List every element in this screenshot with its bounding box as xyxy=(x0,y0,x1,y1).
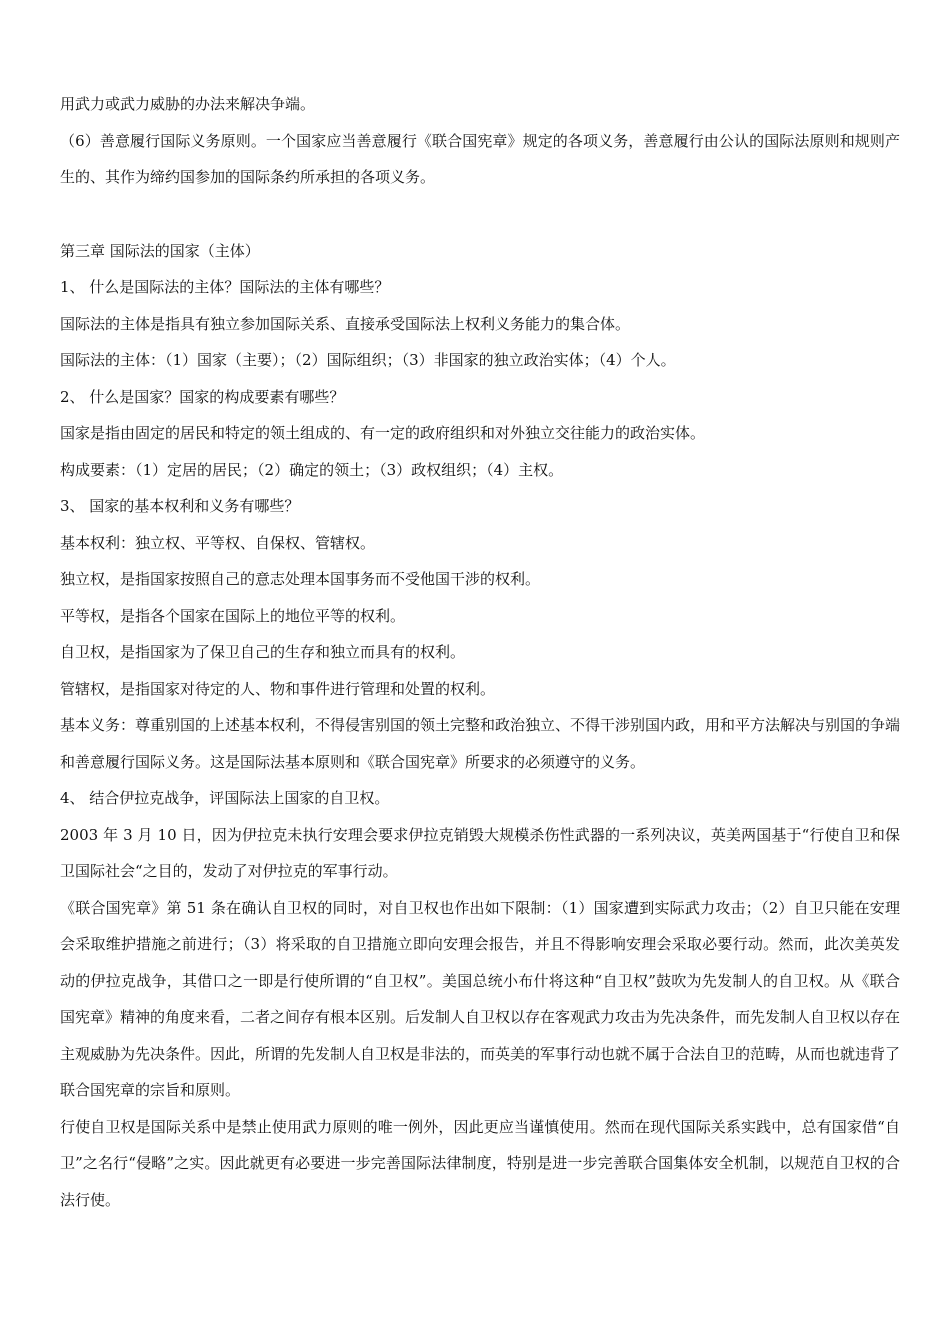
question-2: 2、 什么是国家？国家的构成要素有哪些？ xyxy=(60,387,345,406)
answer-3-jurisdiction: 管辖权，是指国家对待定的人、物和事件进行管理和处置的权利。 xyxy=(60,679,496,698)
answer-3-equality: 平等权，是指各个国家在国际上的地位平等的权利。 xyxy=(60,606,406,625)
answer-4-conclusion: 行使自卫权是国际关系中是禁止使用武力原则的唯一例外，因此更应当谨慎使用。然而在现代国际关系实践中，总有国家借“自卫”之名行“侵略”之实。因此就更有必要进一步完善国际法律制度，特别是进一步完善联合国集体安全机制，以规范自卫权的合法行使。 xyxy=(60,1117,900,1209)
answer-3-self-defense: 自卫权，是指国家为了保卫自己的生存和独立而具有的权利。 xyxy=(60,643,466,661)
question-1: 1、 什么是国际法的主体？国际法的主体有哪些？ xyxy=(60,278,390,296)
answer-3-independence: 独立权，是指国家按照自己的意志处理本国事务而不受他国干涉的权利。 xyxy=(60,570,541,588)
answer-3-basic-duties: 基本义务：尊重别国的上述基本权利，不得侵害别国的领土完整和政治独立、不得干涉别国内政，用和平方法解决与别国的争端和善意履行国际义务。这是国际法基本原则和《联合国宪章》所要求的必须遵守的义务。 xyxy=(60,716,901,771)
question-4: 4、 结合伊拉克战争，评国际法上国家的自卫权。 xyxy=(60,789,390,807)
question-3: 3、 国家的基本权利和义务有哪些？ xyxy=(60,497,300,515)
paragraph-good-faith-principle: （6）善意履行国际义务原则。一个国家应当善意履行《联合国宪章》规定的各项义务，善意履行由公认的国际法原则和规则产生的、其作为缔约国参加的国际条约所承担的各项义务。 xyxy=(60,131,900,186)
answer-3-basic-rights: 基本权利：独立权、平等权、自保权、管辖权。 xyxy=(60,533,376,552)
answer-1-subjects: 国际法的主体：（1）国家（主要）；（2）国际组织；（3）非国家的独立政治实体；（4）个人。 xyxy=(60,351,676,369)
blank-line xyxy=(60,196,900,233)
document-page xyxy=(60,86,900,1218)
chapter-heading: 第三章 国际法的国家（主体） xyxy=(60,241,260,260)
paragraph-dispute-continuation: 用武力或武力威胁的办法来解决争端。 xyxy=(60,95,316,113)
answer-2-definition: 国家是指由固定的居民和特定的领土组成的、有一定的政府组织和对外独立交往能力的政治实体。 xyxy=(60,424,706,442)
answer-1-definition: 国际法的主体是指具有独立参加国际关系、直接承受国际法上权利义务能力的集合体。 xyxy=(60,314,631,333)
answer-2-elements: 构成要素：（1）定居的居民；（2）确定的领土；（3）政权组织；（4）主权。 xyxy=(60,460,564,479)
answer-4-background: 2003 年 3 月 10 日，因为伊拉克未执行安理会要求伊拉克销毁大规模杀伤性武器的一系列决议，英美两国基于“行使自卫和保卫国际社会“之目的，发动了对伊拉克的军事行动。 xyxy=(60,825,900,880)
answer-4-charter-analysis: 《联合国宪章》第 51 条在确认自卫权的同时，对自卫权也作出如下限制：（1）国家遭到实际武力攻击；（2）自卫只能在安理会采取维护措施之前进行；（3）将采取的自卫措施立即向安理会报告，并且不得影响安理会采取必要行动。然而，此次美英发动的伊拉克战争，其借口之一即是行使所谓的“自卫权”。美国总统小布什将这种“自卫权”鼓吹为先发制人的自卫权。从《联合国宪章》精神的角度来看，二者之间存有根本区别。后发制人自卫权以存在客观武力攻击为先决条件，而先发制人自卫权以存在主观威胁为先决条件。因此，所谓的先发制人自卫权是非法的，而英美的军事行动也就不属于合法自卫的范畴，从而也就违背了联合国宪章的宗旨和原则。 xyxy=(60,898,901,1099)
